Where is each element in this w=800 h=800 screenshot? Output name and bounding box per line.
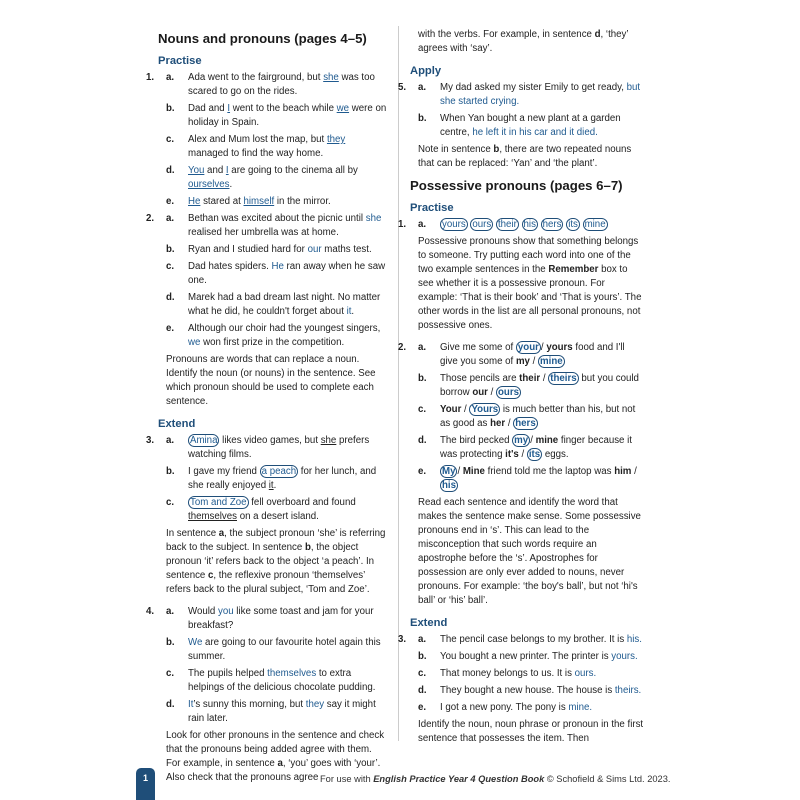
text-run: themselves xyxy=(188,511,237,522)
question-number: 3. xyxy=(146,435,155,446)
text-run: , ‘you’ goes with ‘your’. Also check that the pronouns agree xyxy=(166,758,381,783)
answer-text: mine. xyxy=(568,702,593,713)
item-letter: d. xyxy=(166,292,175,303)
text-run: The pupils helped xyxy=(188,668,268,679)
text-run: / xyxy=(529,356,539,367)
text-run: Possessive pronouns show that something belongs to someone. Try putting each word into one of the two example sentences in the xyxy=(418,236,639,275)
teacher-note xyxy=(166,353,388,409)
text-run: food and I'll give you some of xyxy=(440,342,625,367)
answer-text: they xyxy=(326,134,346,145)
text-run: fell overboard and found xyxy=(248,497,356,508)
text-run: Those pencils are xyxy=(440,373,520,384)
circled-answer: Yours xyxy=(471,404,499,415)
circled-answer: My xyxy=(442,466,456,477)
text-run: ran away when he saw one. xyxy=(188,261,386,286)
teacher-note xyxy=(166,527,388,597)
circled-answer: mine xyxy=(584,219,606,230)
question xyxy=(146,434,388,524)
text-run: Ada went to the fairground, but xyxy=(188,72,324,83)
text-run: They bought a new house. The house is xyxy=(440,685,615,696)
item-letter: c. xyxy=(166,668,175,679)
question xyxy=(146,605,388,726)
answer-item xyxy=(146,71,388,99)
answer-item xyxy=(158,698,388,726)
text-run: / xyxy=(540,342,547,353)
text-run: , the object pronoun ‘it’ refers back to the object ‘a peach’. In sentence xyxy=(166,542,375,581)
text-run: a xyxy=(218,528,225,539)
text-run: Alex and Mum lost the map, but xyxy=(188,134,327,145)
answer-item xyxy=(398,341,644,369)
text-run: , the subject pronoun ‘she’ is referring back to the subject. In sentence xyxy=(166,528,386,553)
text-run: friend told me the laptop was xyxy=(484,466,615,477)
circled-answer: ours xyxy=(472,219,492,230)
answer-item xyxy=(410,465,644,493)
circled-answer: my xyxy=(514,435,529,446)
text-run: a xyxy=(277,758,283,769)
text-run: Look for other pronouns in the sentence and check that the pronouns being added agree with them. For example, in sentence xyxy=(166,730,385,769)
item-letter: b. xyxy=(166,244,175,255)
text-run: My dad asked my sister Emily to get ready, xyxy=(440,82,627,93)
answer-item xyxy=(158,465,388,493)
subsection-heading: Practise xyxy=(158,55,202,67)
circled-answer: Tom and Zoe xyxy=(190,497,247,508)
text-run: Dad and xyxy=(188,103,228,114)
question xyxy=(398,633,644,715)
answer-item xyxy=(410,372,644,400)
answer-text: He xyxy=(188,196,201,207)
text-run: I got a new pony. The pony is xyxy=(440,702,569,713)
text-run: c xyxy=(208,570,214,581)
text-run: in the mirror. xyxy=(274,196,331,207)
answer-item xyxy=(158,322,388,350)
answer-text: our xyxy=(307,244,322,255)
text-run: Dad hates spiders. xyxy=(188,261,272,272)
circled-answer: yours xyxy=(442,219,466,230)
left-column xyxy=(146,28,388,793)
text-run: their xyxy=(519,373,541,384)
text-run: say it might rain later. xyxy=(188,699,376,724)
text-run: finger because it was protecting xyxy=(440,435,632,460)
item-letter: c. xyxy=(418,404,427,415)
text-run: went to the beach while xyxy=(230,103,337,114)
question-number: 4. xyxy=(146,606,155,617)
text-run: was too scared to go on the rides. xyxy=(188,72,375,97)
question-number: 5. xyxy=(398,82,407,93)
answer-text: ours. xyxy=(574,668,597,679)
answer-text: you xyxy=(217,606,234,617)
text-run: likes video games, but xyxy=(219,435,321,446)
right-column xyxy=(398,28,644,754)
teacher-note xyxy=(418,28,644,56)
answer-item xyxy=(158,133,388,161)
question xyxy=(146,212,388,350)
answer-item xyxy=(410,667,644,681)
answer-text: ourselves xyxy=(188,179,230,190)
answer-item xyxy=(158,243,388,257)
footer xyxy=(320,774,670,784)
page-number: 1 xyxy=(136,768,155,800)
text-run: Although our choir had the youngest singers, xyxy=(188,323,381,334)
answer-text: his. xyxy=(626,634,642,645)
text-run: / xyxy=(505,418,514,429)
answer-item xyxy=(158,496,388,524)
text-run: box to see whether it is a possessive pronoun. For example: ‘That is their book’ and ‘That is yours’. The other words in the list are all personal pronouns, not possessive ones. xyxy=(418,264,642,331)
text-run: Note in sentence xyxy=(418,144,494,155)
circled-answer: theirs xyxy=(550,373,577,384)
answer-text: we xyxy=(336,103,350,114)
item-letter: d. xyxy=(418,685,427,696)
question-number: 2. xyxy=(398,342,407,353)
text-run: / xyxy=(457,466,463,477)
answer-text: she xyxy=(323,72,339,83)
circled-answer: mine xyxy=(540,356,563,367)
answer-text: It xyxy=(188,699,194,710)
answer-text: theirs. xyxy=(614,685,642,696)
text-run: with the verbs. For example, in sentence xyxy=(418,29,595,40)
item-letter: e. xyxy=(166,196,175,207)
text-run: That money belongs to us. It is xyxy=(440,668,575,679)
teacher-note xyxy=(418,143,644,171)
text-run: When Yan bought a new plant at a garden centre, xyxy=(440,113,621,138)
answer-text: they xyxy=(305,699,325,710)
answer-text: He xyxy=(271,261,284,272)
text-run: . xyxy=(351,306,355,317)
item-letter: a. xyxy=(418,634,427,645)
text-run: and xyxy=(204,165,226,176)
text-run: realised her umbrella was at home. xyxy=(188,227,339,238)
circled-answer: its xyxy=(568,219,578,230)
answer-item xyxy=(158,667,388,695)
item-letter: a. xyxy=(166,435,175,446)
text-run: him xyxy=(614,466,632,477)
item-letter: c. xyxy=(166,261,175,272)
answer-item xyxy=(398,633,644,647)
section-title: Possessive pronouns (pages 6–7) xyxy=(410,178,623,193)
answer-text: I xyxy=(225,165,229,176)
subsection-heading: Extend xyxy=(158,418,196,430)
item-letter: e. xyxy=(418,466,427,477)
item-letter: e. xyxy=(166,323,175,334)
item-letter: a. xyxy=(166,72,175,83)
circled-answer: ours xyxy=(498,387,519,398)
text-run: , ‘they’ agrees with ‘say’. xyxy=(418,29,629,54)
text-run: , the reflexive pronoun ‘themselves’ refers back to the plural subject, ‘Tom and Zoe’. xyxy=(166,570,370,595)
text-run: on a desert island. xyxy=(237,511,319,522)
text-run: You bought a new printer. The printer is xyxy=(440,651,612,662)
answer-text: we xyxy=(188,337,201,348)
text-run: . xyxy=(273,480,277,491)
question xyxy=(398,81,644,140)
text-run: are going to the cinema all by xyxy=(228,165,358,176)
answer-text: themselves xyxy=(267,668,317,679)
text-run: like some toast and jam for your breakfast? xyxy=(188,606,374,631)
text-run: , there are two repeated nouns that can be replaced: ‘Yan’ and ‘the plant’. xyxy=(418,144,632,169)
text-run: is much better than his, but not as good as xyxy=(440,404,636,429)
item-letter: b. xyxy=(166,466,175,477)
item-letter: e. xyxy=(418,702,427,713)
answer-text: You xyxy=(188,165,205,176)
text-run: / xyxy=(487,387,496,398)
answer-text: she xyxy=(365,213,382,224)
text-run: In sentence xyxy=(166,528,219,539)
item-letter: c. xyxy=(166,497,175,508)
circled-answer: his xyxy=(523,219,536,230)
circled-answer: hers xyxy=(542,219,562,230)
text-run: Mine xyxy=(462,466,485,477)
text-run: b xyxy=(493,144,500,155)
question-number: 1. xyxy=(146,72,155,83)
answer-text: he left it in his car and it died. xyxy=(472,127,598,138)
item-letter: a. xyxy=(418,82,427,93)
text-run: prefers watching films. xyxy=(188,435,370,460)
text-run: were on holiday in Spain. xyxy=(188,103,387,128)
answer-item xyxy=(158,636,388,664)
text-run: Marek had a bad dream last night. No matter what he did, he couldn't forget about xyxy=(188,292,381,317)
text-run: / xyxy=(461,404,470,415)
text-run: yours xyxy=(546,342,573,353)
text-run: our xyxy=(472,387,488,398)
circled-answer: his xyxy=(442,480,456,491)
answer-item xyxy=(410,650,644,664)
answer-item xyxy=(410,112,644,140)
footer-suffix: © Schofield & Sims Ltd. 2023. xyxy=(544,774,671,784)
answer-item xyxy=(158,291,388,319)
answer-text: but she started crying. xyxy=(440,82,641,107)
circled-answer: its xyxy=(528,449,541,460)
text-run: Would xyxy=(188,606,218,617)
answer-item xyxy=(410,434,644,462)
text-run: it's xyxy=(505,449,519,460)
text-run: / xyxy=(518,449,527,460)
circled-answer: their xyxy=(497,219,517,230)
text-run: b xyxy=(304,542,311,553)
answer-text: We xyxy=(188,637,203,648)
text-run: eggs. xyxy=(542,449,569,460)
answer-item xyxy=(398,81,644,109)
answer-item xyxy=(146,212,388,240)
teacher-note xyxy=(418,235,644,333)
text-run: she xyxy=(320,435,337,446)
text-run: . xyxy=(229,179,233,190)
text-run: The pencil case belongs to my brother. It is xyxy=(440,634,627,645)
item-letter: c. xyxy=(166,134,175,145)
item-letter: b. xyxy=(418,113,427,124)
question-number: 2. xyxy=(146,213,155,224)
text-run: Bethan was excited about the picnic until xyxy=(188,213,366,224)
text-run: but you could borrow xyxy=(440,373,639,398)
item-letter: a. xyxy=(166,213,175,224)
item-letter: d. xyxy=(166,699,175,710)
subsection-heading: Apply xyxy=(410,65,442,77)
text-run: maths test. xyxy=(321,244,372,255)
text-run: ’s sunny this morning, but xyxy=(193,699,306,710)
question xyxy=(398,218,644,232)
item-letter: a. xyxy=(418,219,427,230)
question-number: 1. xyxy=(398,219,407,230)
text-run: my xyxy=(515,356,530,367)
text-run: Remember xyxy=(548,264,599,275)
footer-book-title: English Practice Year 4 Question Book xyxy=(373,774,545,784)
item-letter: a. xyxy=(166,606,175,617)
item-letter: d. xyxy=(166,165,175,176)
item-letter: b. xyxy=(418,373,427,384)
text-run: won first prize in the competition. xyxy=(200,337,345,348)
circled-answer: your xyxy=(517,342,539,353)
text-run: Read each sentence and identify the word that makes the sentence make sense. Some possessive pronouns end in ‘s’. This can lead to the misconception that such words require an apostrophe before the ‘s’. Apostrophes for possession are only ever added to nouns, never pronouns. For example: ‘the boy's ball’, but not ‘hi's ball’ or ‘his’ ball’. xyxy=(418,497,641,606)
answer-item xyxy=(398,218,644,232)
question xyxy=(146,71,388,209)
answer-item xyxy=(146,434,388,462)
answer-text: I xyxy=(227,103,231,114)
text-run: her xyxy=(490,418,506,429)
text-run: / xyxy=(540,373,549,384)
subsection-heading: Practise xyxy=(410,202,454,214)
footer-prefix: For use with xyxy=(320,774,374,784)
answer-item xyxy=(158,260,388,288)
text-run: d xyxy=(594,29,601,40)
teacher-note xyxy=(418,496,644,608)
answer-item xyxy=(158,102,388,130)
text-run: Ryan and I studied hard for xyxy=(188,244,308,255)
text-run: / xyxy=(530,435,536,446)
answer-item xyxy=(410,701,644,715)
item-letter: b. xyxy=(166,103,175,114)
text-run: it xyxy=(268,480,274,491)
question-number: 3. xyxy=(398,634,407,645)
item-letter: a. xyxy=(418,342,427,353)
text-run: Your xyxy=(440,404,462,415)
text-run: Pronouns are words that can replace a noun. Identify the noun (or nouns) in the sentence. See which pronoun should be used to complete each sentence. xyxy=(166,354,376,407)
answer-text: yours. xyxy=(611,651,638,662)
text-run: mine xyxy=(535,435,559,446)
answer-text: himself xyxy=(243,196,275,207)
text-run: for her lunch, and she really enjoyed xyxy=(188,466,377,491)
text-run: Give me some of xyxy=(440,342,516,353)
answer-item xyxy=(158,195,388,209)
circled-answer: a peach xyxy=(261,466,297,477)
question xyxy=(398,341,644,493)
text-run: are going to our favourite hotel again this summer. xyxy=(188,637,381,662)
text-run: The bird pecked xyxy=(440,435,513,446)
text-run: Identify the noun, noun phrase or pronoun in the first sentence that possesses the item. Then xyxy=(418,719,644,744)
text-run: I gave my friend xyxy=(188,466,260,477)
teacher-note xyxy=(418,718,644,746)
item-letter: c. xyxy=(418,668,427,679)
item-letter: b. xyxy=(166,637,175,648)
answer-text: it xyxy=(346,306,352,317)
text-run: to extra helpings of the delicious chocolate pudding. xyxy=(188,668,376,693)
text-run: managed to find the way home. xyxy=(188,148,324,159)
answer-item xyxy=(410,684,644,698)
subsection-heading: Extend xyxy=(410,617,448,629)
text-run: / xyxy=(631,466,637,477)
text-run: stared at xyxy=(200,196,244,207)
item-letter: b. xyxy=(418,651,427,662)
circled-answer: hers xyxy=(515,418,536,429)
answer-item xyxy=(410,403,644,431)
answer-item xyxy=(158,164,388,192)
circled-answer: Amina xyxy=(190,435,218,446)
item-letter: d. xyxy=(418,435,427,446)
section-title: Nouns and pronouns (pages 4–5) xyxy=(158,31,367,46)
answer-item xyxy=(146,605,388,633)
